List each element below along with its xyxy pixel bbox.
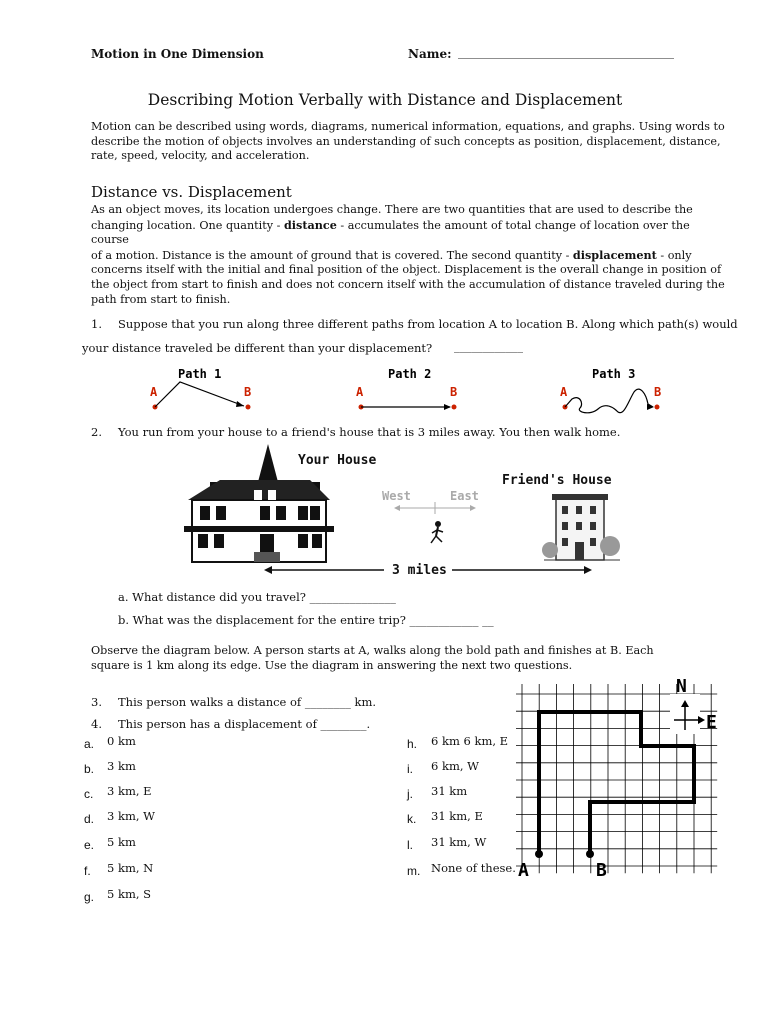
option-text: 5 km (107, 835, 136, 849)
miles-label: 3 miles (392, 563, 447, 578)
option-text: 5 km, N (107, 861, 154, 875)
path2-point-b (452, 405, 457, 410)
option-text: 6 km, W (431, 759, 479, 773)
option-letter: l. (407, 838, 413, 852)
path2-a: A (356, 385, 364, 399)
q4-number: 4. (91, 717, 102, 731)
runner-icon (431, 521, 443, 543)
intro-line: describe the motion of objects involves an understanding of such concepts as position, displacement, distance, (91, 134, 721, 148)
distance-term: distance (283, 217, 337, 232)
path1-b: B (244, 385, 252, 399)
intro-line: Motion can be described using words, diagrams, numerical information, equations, and graphs. Using words to (91, 120, 725, 133)
path1-point-b (246, 405, 251, 410)
option-letter: k. (407, 812, 417, 826)
observe-line: Observe the diagram below. A person starts at A, walks along the bold path and finishes at B. Each (91, 644, 654, 657)
option-text: 6 km 6 km, E (431, 734, 509, 748)
name-label: Name: (408, 47, 452, 61)
option-l[interactable] (407, 834, 487, 853)
q1-text: Suppose that you run along three different paths from location A to location B. Along which path(s) would (118, 317, 738, 331)
option-text: 31 km, E (431, 809, 483, 823)
text: - accumulates the amount of total change of location over the course (91, 218, 690, 247)
east-label: East (450, 489, 479, 503)
option-i[interactable] (407, 758, 479, 777)
option-k[interactable] (407, 808, 483, 827)
option-j[interactable] (407, 783, 468, 802)
text: changing location. One quantity - (91, 218, 284, 232)
option-text: 5 km, S (107, 887, 152, 901)
displacement-term: displacement (572, 247, 657, 262)
section-heading: Distance vs. Displacement (91, 183, 292, 201)
section-line: As an object moves, its location undergoes change. There are two quantities that are used to describe the (91, 203, 693, 216)
q1-answer-blank[interactable]: ____________ (454, 339, 523, 353)
path3-label: Path 3 (592, 367, 636, 381)
path3-point-b (655, 405, 660, 410)
option-letter: i. (407, 762, 413, 776)
text: - only (656, 248, 692, 262)
q3-text[interactable]: This person walks a distance of ________ km. (118, 695, 377, 709)
path1-arrowhead (236, 401, 244, 407)
section-line (91, 218, 731, 248)
q3-number: 3. (91, 695, 102, 709)
path3-line (565, 389, 653, 413)
option-g[interactable] (84, 886, 152, 905)
option-letter: b. (84, 762, 95, 776)
option-letter: d. (84, 812, 95, 826)
q4-text[interactable]: This person has a displacement of ________. (118, 717, 371, 731)
q2-number: 2. (91, 425, 102, 439)
name-line[interactable]: ____________________________________ (458, 45, 674, 59)
miles-arrow-left-icon (264, 566, 272, 574)
east-arrow-icon (698, 716, 705, 724)
q2a-text[interactable]: a. What distance did you travel? _______________ (118, 590, 396, 604)
east-arrow-icon (470, 505, 476, 511)
q2-text: You run from your house to a friend's house that is 3 miles away. You then walk home. (118, 425, 621, 439)
path1-line (155, 382, 244, 407)
option-text: 31 km (431, 784, 468, 798)
houses-diagram (180, 442, 640, 582)
option-letter: c. (84, 787, 94, 801)
friends-house-label: Friend's House (502, 473, 612, 488)
path3-b: B (654, 385, 662, 399)
section-line: the object from start to finish and does not concern itself with the accumulation of distance traveled during the (91, 277, 725, 291)
path1-a: A (150, 385, 158, 399)
option-text: 0 km (107, 734, 136, 748)
observe-paragraph (91, 644, 691, 673)
friends-house-drawing (542, 494, 620, 560)
option-text: 3 km (107, 759, 136, 773)
path2-arrowhead (444, 404, 451, 410)
option-letter: h. (407, 737, 418, 751)
option-text: None of these. (431, 861, 516, 875)
path2-label: Path 2 (388, 367, 432, 381)
option-letter: e. (84, 838, 95, 852)
intro-line: rate, speed, velocity, and acceleration. (91, 149, 310, 163)
section-line: path from start to finish. (91, 292, 231, 306)
miles-arrow-right-icon (584, 566, 592, 574)
west-label: West (382, 489, 411, 503)
observe-line: square is 1 km along its edge. Use the diagram in answering the next two questions. (91, 658, 573, 672)
option-h[interactable] (407, 733, 509, 752)
compass-e: E (706, 712, 717, 733)
section-line (91, 248, 731, 264)
option-letter: a. (84, 737, 95, 751)
option-letter: f. (84, 864, 91, 878)
page-title: Describing Motion Verbally with Distance and Displacement (147, 91, 623, 109)
compass-n: N (676, 676, 687, 697)
section-line: concerns itself with the initial and final position of the object. Displacement is the overall change in position of (91, 263, 722, 277)
option-e[interactable] (84, 834, 136, 853)
q1-text-cont: your distance traveled be different than your displacement? (82, 341, 433, 355)
path3-a: A (560, 385, 568, 399)
option-m[interactable] (407, 860, 516, 879)
paths-diagram (140, 364, 680, 414)
q1-number: 1. (91, 317, 102, 331)
point-b (586, 850, 594, 858)
option-text: 31 km, W (431, 835, 487, 849)
option-f[interactable] (84, 860, 154, 879)
west-arrow-icon (394, 505, 400, 511)
your-house-label: Your House (298, 453, 377, 468)
q2b-text[interactable]: b. What was the displacement for the entire trip? ____________ __ (118, 613, 494, 627)
point-a (535, 850, 543, 858)
option-letter: g. (84, 890, 95, 904)
path1-label: Path 1 (178, 367, 222, 381)
intro-paragraph (91, 120, 731, 164)
option-letter: j. (407, 787, 413, 801)
option-text: 3 km, E (107, 784, 152, 798)
option-b[interactable] (84, 758, 136, 777)
option-text: 3 km, W (107, 809, 155, 823)
grid-b-label: B (596, 860, 607, 881)
grid-a-label: A (518, 860, 529, 881)
subject-title: Motion in One Dimension (91, 47, 264, 61)
option-d[interactable] (84, 808, 155, 827)
option-a[interactable] (84, 733, 136, 752)
grid-diagram (514, 672, 728, 882)
option-letter: m. (407, 864, 421, 878)
section-paragraph (91, 203, 731, 307)
option-c[interactable] (84, 783, 152, 802)
text: of a motion. Distance is the amount of ground that is covered. The second quantity - (91, 248, 573, 262)
path2-b: B (450, 385, 458, 399)
